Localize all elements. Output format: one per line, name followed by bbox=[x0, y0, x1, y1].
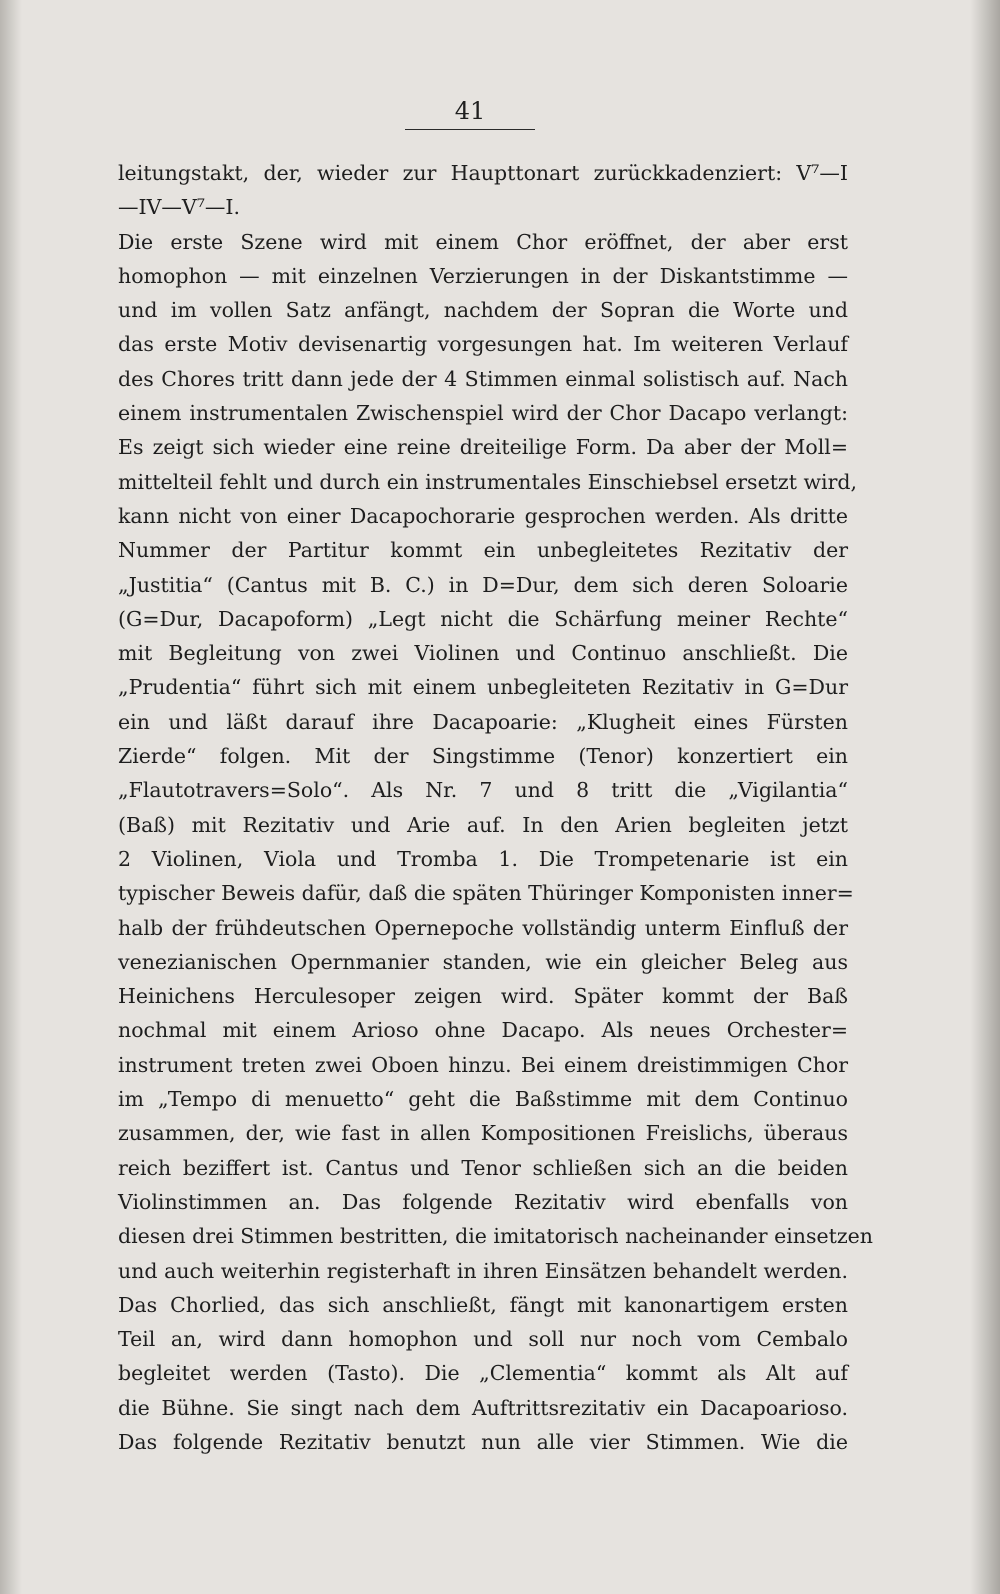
text-line: Das Chorlied, das sich anschließt, fängt mit kanonartigem ersten bbox=[118, 1292, 848, 1317]
text-line: Die erste Szene wird mit einem Chor eröffnet, der aber erst bbox=[118, 229, 848, 254]
text-line: homophon — mit einzelnen Verzierungen in der Diskantstimme — bbox=[118, 263, 848, 288]
text-line: Heinichens Herculesoper zeigen wird. Später kommt der Baß bbox=[118, 984, 848, 1009]
text-line: kann nicht von einer Dacapochorarie gesprochen werden. Als dritte bbox=[118, 503, 848, 528]
text-line: ein und läßt darauf ihre Dacapoarie: „Klugheit eines Fürsten bbox=[118, 709, 848, 734]
text-line: mit Begleitung von zwei Violinen und Continuo anschließt. Die bbox=[118, 641, 848, 666]
text-line: „Justitia“ (Cantus mit B. C.) in D=Dur, dem sich deren Soloarie bbox=[118, 572, 848, 597]
text-line: das erste Motiv devisenartig vorgesungen hat. Im weiteren Verlauf bbox=[118, 332, 848, 357]
text-line: die Bühne. Sie singt nach dem Auftrittsrezitativ ein Dacapoarioso. bbox=[118, 1395, 848, 1420]
body-text bbox=[118, 156, 873, 1459]
page-number: 41 bbox=[405, 97, 535, 130]
text-line: Es zeigt sich wieder eine reine dreiteilige Form. Da aber der Moll= bbox=[118, 435, 848, 460]
text-line: (G=Dur, Dacapoform) „Legt nicht die Schärfung meiner Rechte“ bbox=[118, 606, 848, 631]
text-line: leitungstakt, der, wieder zur Haupttonart zurückkadenziert: V⁷—I bbox=[118, 161, 848, 185]
text-line: venezianischen Opernmanier standen, wie ein gleicher Beleg aus bbox=[118, 949, 848, 974]
text-line: diesen drei Stimmen bestritten, die imitatorisch nacheinander einsetzen bbox=[118, 1224, 873, 1249]
text-line: typischer Beweis dafür, daß die späten Thüringer Komponisten inner= bbox=[118, 881, 854, 906]
text-line: „Prudentia“ führt sich mit einem unbegleiteten Rezitativ in G=Dur bbox=[118, 675, 848, 700]
text-line: Nummer der Partitur kommt ein unbegleitetes Rezitativ der bbox=[118, 538, 848, 563]
text-line: und auch weiterhin registerhaft in ihren Einsätzen behandelt werden. bbox=[118, 1258, 848, 1283]
text-line: und im vollen Satz anfängt, nachdem der Sopran die Worte und bbox=[118, 298, 848, 323]
text-line: zusammen, der, wie fast in allen Kompositionen Freislichs, überaus bbox=[118, 1121, 848, 1146]
text-line: halb der frühdeutschen Opernepoche vollständig unterm Einfluß der bbox=[118, 915, 848, 940]
text-line: Zierde“ folgen. Mit der Singstimme (Tenor) konzertiert ein bbox=[118, 744, 848, 769]
text-line: 2 Violinen, Viola und Tromba 1. Die Trompetenarie ist ein bbox=[118, 846, 848, 871]
text-line: reich beziffert ist. Cantus und Tenor schließen sich an die beiden bbox=[118, 1155, 848, 1180]
text-line: instrument treten zwei Oboen hinzu. Bei einem dreistimmigen Chor bbox=[118, 1052, 848, 1077]
text-line: nochmal mit einem Arioso ohne Dacapo. Als neues Orchester= bbox=[118, 1018, 848, 1043]
text-line: —IV—V⁷—I. bbox=[118, 195, 241, 220]
text-line: des Chores tritt dann jede der 4 Stimmen einmal solistisch auf. Nach bbox=[118, 366, 848, 391]
text-line: (Baß) mit Rezitativ und Arie auf. In den Arien begleiten jetzt bbox=[118, 812, 848, 837]
text-line: begleitet werden (Tasto). Die „Clementia“ kommt als Alt auf bbox=[118, 1361, 848, 1386]
text-line: im „Tempo di menuetto“ geht die Baßstimme mit dem Continuo bbox=[118, 1087, 848, 1112]
text-line: Das folgende Rezitativ benutzt nun alle vier Stimmen. Wie die bbox=[118, 1429, 848, 1454]
text-line: mittelteil fehlt und durch ein instrumentales Einschiebsel ersetzt wird, bbox=[118, 469, 858, 494]
text-line: Teil an, wird dann homophon und soll nur noch vom Cembalo bbox=[118, 1327, 848, 1352]
text-line: „Flautotravers=Solo“. Als Nr. 7 und 8 tritt die „Vigilantia“ bbox=[118, 778, 848, 803]
text-line: einem instrumentalen Zwischenspiel wird der Chor Dacapo verlangt: bbox=[118, 401, 848, 426]
text-line: Violinstimmen an. Das folgende Rezitativ wird ebenfalls von bbox=[118, 1189, 848, 1214]
